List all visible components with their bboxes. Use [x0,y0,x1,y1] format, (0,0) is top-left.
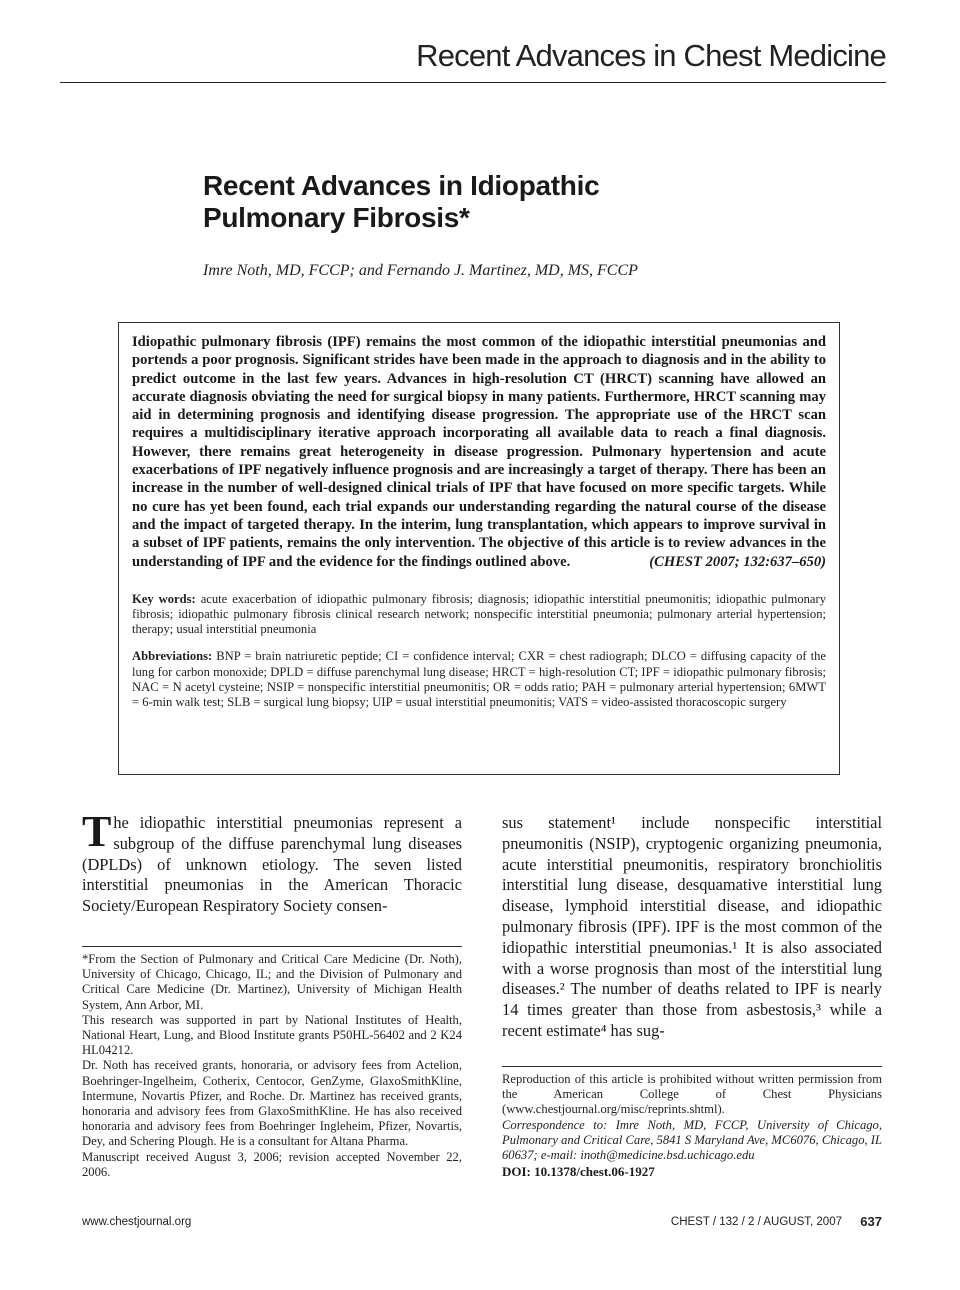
intro-text: he idiopathic interstitial pneumonias represent a subgroup of the diffuse parenchymal lung diseases (DPLDs) of unknown etiology. The seven listed interstitial pneumonias in the American Thoracic Society/European Respiratory Society consen- [82,813,462,916]
section-header [60,38,886,83]
section-title: Recent Advances in Chest Medicine [416,38,886,73]
intro-paragraph [82,807,462,917]
footnotes-right [502,1066,882,1180]
keywords-text: acute exacerbation of idiopathic pulmonary fibrosis; diagnosis; idiopathic interstitial pneumonitis; idiopathic pulmonary fibrosis; idiopathic pulmonary fibrosis clinical research network; nonspecific interstitial pneumonia; pulmonary arterial hypertension; therapy; usual interstitial pneumonia [132,591,826,637]
article-authors: Imre Noth, MD, FCCP; and Fernando J. Martinez, MD, MS, FCCP [203,262,638,279]
footnote-funding: This research was supported in part by National Institutes of Health, National Heart, Lung, and Blood Institute grants P50HL-56402 and 2 K24 HL04212. [82,1012,462,1058]
footer-website: www.chestjournal.org [82,1216,192,1228]
footnote-received: Manuscript received August 3, 2006; revision accepted November 22, 2006. [82,1149,462,1179]
footnotes-left [82,946,462,1180]
keywords-label: Key words: [132,591,196,606]
continued-paragraph: sus statement¹ include nonspecific interstitial pneumonitis (NSIP), cryptogenic organizing pneumonia, acute interstitial pneumonitis, respiratory bronchiolitis interstitial lung disease, desquamative interstitial lung disease, lymphoid interstitial disease, and idiopathic pulmonary fibrosis (IPF). IPF is the most common of the idiopathic interstitial pneumonias.¹ It is also associated with a worse prognosis than most of the interstitial lung diseases.² The number of deaths related to IPF is nearly 14 times greater than those from asbestosis,³ while a recent estimate⁴ has sug- [502,813,882,1040]
footnote-correspondence: Correspondence to: Imre Noth, MD, FCCP, University of Chicago, Pulmonary and Critical Care, 5841 S Maryland Ave, MC6076, Chicago, IL 60637; e-mail: inoth@medicine.bsd.uchicago.edu [502,1117,882,1163]
body-column-left [82,807,462,917]
article-title-line-2: Pulmonary Fibrosis* [203,202,470,233]
body-column-right [502,813,882,1042]
abbreviations [132,649,826,710]
abstract-box [118,322,840,775]
abstract-paragraph [132,333,826,571]
page-number: 637 [860,1214,882,1229]
keywords [132,592,826,638]
article-title-line-1: Recent Advances in Idiopathic [203,170,600,201]
abbreviations-text: BNP = brain natriuretic peptide; CI = confidence interval; CXR = chest radiograph; DLCO = diffusing capacity of the lung for carbon monoxide; DPLD = diffuse parenchymal lung disease; HRCT = high-resolution CT; IPF = idiopathic pulmonary fibrosis; NAC = N acetyl cysteine; NSIP = nonspecific interstitial pneumonitis; OR = odds ratio; PAH = pulmonary arterial hypertension; 6MWT = 6-min walk test; SLB = surgical lung biopsy; UIP = usual interstitial pneumonitis; VATS = video-assisted thoracoscopic surgery [132,649,826,710]
footnote-disclosures: Dr. Noth has received grants, honoraria, or advisory fees from Actelion, Boehringer-Ingelheim, Cotherix, Centocor, GenZyme, GlaxoSmithKline, Intermune, Novartis Pfizer, and Roche. Dr. Martinez has received grants, honoraria and advisory fees from GlaxoSmithKline. He has also received honoraria and advisory fees from Boehringer Ingleheim, Pfizer, Novartis, Dey, and Schering Plough. He is a consultant for Altana Pharma. [82,1058,462,1149]
drop-cap: T [82,807,112,856]
abbreviations-label: Abbreviations: [132,649,213,664]
abstract-citation: (CHEST 2007; 132:637–650) [649,553,826,570]
footnote-affiliation: *From the Section of Pulmonary and Critical Care Medicine (Dr. Noth), University of Chicago, Chicago, IL; and the Division of Pulmonary and Critical Care Medicine (Dr. Martinez), University of Michigan Health System, Ann Arbor, MI. [82,952,462,1012]
article-doi: DOI: 10.1378/chest.06-1927 [502,1164,655,1180]
article-title [203,170,803,234]
footnote-reproduction: Reproduction of this article is prohibited without written permission from the American College of Chest Physicians (www.chestjournal.org/misc/reprints.shtml). [502,1072,882,1117]
abstract-body: Idiopathic pulmonary fibrosis (IPF) remains the most common of the idiopathic interstitial pneumonias and portends a poor prognosis. Significant strides have been made in the approach to diagnosis and in the ability to predict outcome in the last few years. Advances in high-resolution CT (HRCT) scanning have allowed an accurate diagnosis obviating the need for surgical biopsy in many patients. Furthermore, HRCT scanning may aid in determining prognosis and identifying disease progression. The appropriate use of the HRCT scan requires a multidisciplinary iterative approach incorporating all available data to reach a final diagnosis. However, there remains great heterogeneity in disease progression. Pulmonary hypertension and acute exacerbations of IPF negatively influence prognosis and are increasingly a target of therapy. There has been an increase in the number of well-designed clinical trials of IPF that have focused on more specific targets. While no cure has yet been found, each trial expands our understanding regarding the natural course of the disease and the impact of targeted therapy. In the interim, lung transplantation, which appears to improve survival in a subset of IPF patients, remains the only intervention. The objective of this article is to review advances in the understanding of IPF and the evidence for the findings outlined above. [132,334,826,570]
footer-journal-info: CHEST / 132 / 2 / AUGUST, 2007 [670,1216,842,1228]
